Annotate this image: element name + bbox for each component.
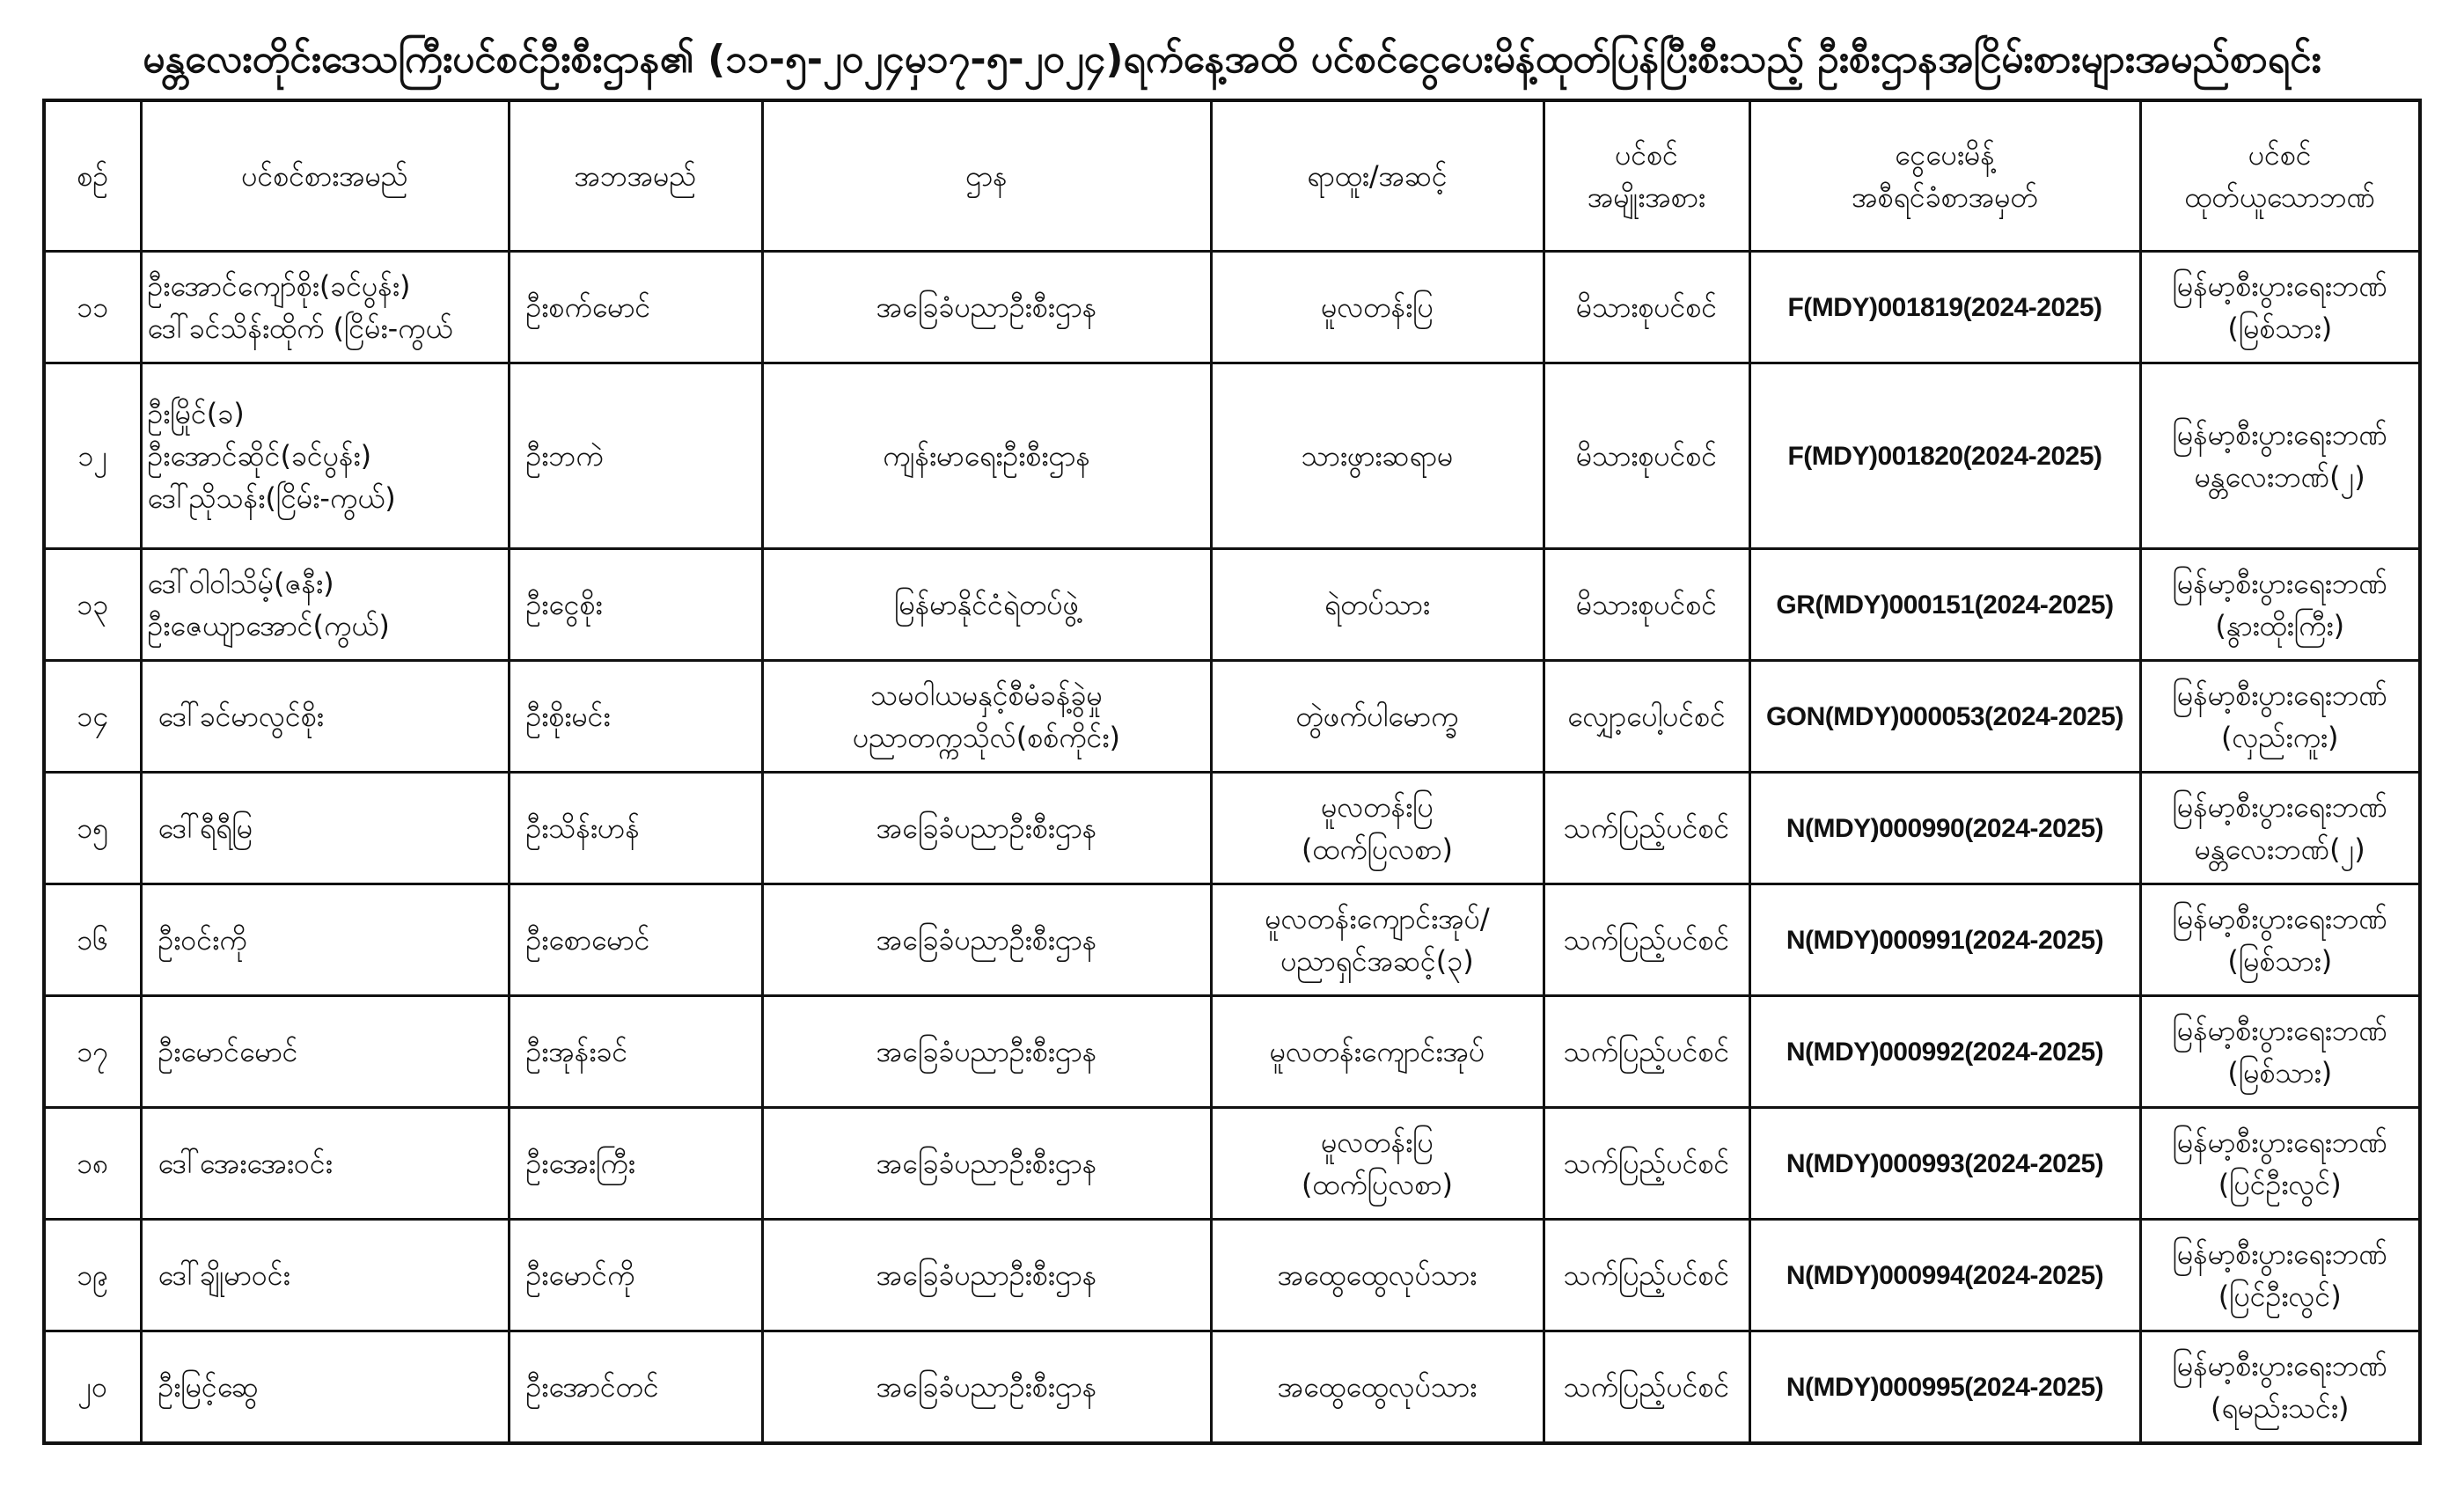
- bank-line: မြန်မာ့စီးပွားရေးဘဏ်: [2172, 1014, 2387, 1047]
- table-row: [44, 1331, 2420, 1444]
- cell-payorder-number: N(MDY)000995(2024-2025): [1749, 1331, 2140, 1444]
- table-row: [44, 996, 2420, 1108]
- cell-bank: [2140, 884, 2420, 996]
- table-row: [44, 1108, 2420, 1220]
- department-line: ပညာတက္ကသိုလ်(စစ်ကိုင်း): [853, 721, 1120, 754]
- bank-line: မြန်မာ့စီးပွားရေးဘဏ်: [2172, 1237, 2387, 1271]
- header-department: ဌာန: [762, 100, 1211, 252]
- cell-pensioner-name: [141, 1108, 509, 1220]
- cell-no: ၁၄: [44, 661, 141, 773]
- header-no: စဉ်: [44, 100, 141, 252]
- cell-rank: [1211, 1331, 1544, 1444]
- header-pension-type-line2: အမျိုးအစား: [1587, 180, 1706, 214]
- cell-no: ၁၅: [44, 773, 141, 884]
- cell-pension-type: မိသားစုပင်စင်: [1544, 549, 1749, 661]
- cell-father-name: ဦးစိုးမင်း: [509, 661, 762, 773]
- rank-line: မူလတန်းပြ: [1321, 290, 1434, 324]
- header-pension-type: [1544, 100, 1749, 252]
- cell-pensioner-name: [141, 996, 509, 1108]
- bank-line: (ပြင်ဦးလွင်): [2218, 1168, 2342, 1201]
- cell-no: ၁၇: [44, 996, 141, 1108]
- pensioner-name-line: ဦးအောင်ကျော်စိုး(ခင်ပွန်း): [147, 269, 411, 303]
- bank-line: (မြစ်သား): [2227, 1056, 2333, 1089]
- cell-pension-type: သက်ပြည့်ပင်စင်: [1544, 1331, 1749, 1444]
- cell-department: ကျန်းမာရေးဦးစီးဌာန: [762, 363, 1211, 549]
- cell-department: [762, 661, 1211, 773]
- cell-bank: [2140, 661, 2420, 773]
- bank-line: (မြစ်သား): [2227, 944, 2333, 978]
- cell-payorder-number: F(MDY)001819(2024-2025): [1749, 252, 2140, 363]
- cell-department: အခြေခံပညာဦးစီးဌာန: [762, 252, 1211, 363]
- cell-bank: [2140, 252, 2420, 363]
- cell-department: အခြေခံပညာဦးစီးဌာန: [762, 1220, 1211, 1331]
- cell-department: မြန်မာနိုင်ငံရဲတပ်ဖွဲ့: [762, 549, 1211, 661]
- cell-pension-type: သက်ပြည့်ပင်စင်: [1544, 996, 1749, 1108]
- cell-no: ၁၉: [44, 1220, 141, 1331]
- cell-pension-type: လျှော့ပေါ့ပင်စင်: [1544, 661, 1749, 773]
- cell-payorder-number: GR(MDY)000151(2024-2025): [1749, 549, 2140, 661]
- cell-rank: [1211, 363, 1544, 549]
- bank-line: မြန်မာ့စီးပွားရေးဘဏ်: [2172, 1126, 2387, 1159]
- header-pensioner-name: ပင်စင်စားအမည်: [141, 100, 509, 252]
- header-bank: [2140, 100, 2420, 252]
- cell-pension-type: သက်ပြည့်ပင်စင်: [1544, 1220, 1749, 1331]
- cell-father-name: ဦးဘကဲ: [509, 363, 762, 549]
- cell-rank: [1211, 996, 1544, 1108]
- bank-line: မြန်မာ့စီးပွားရေးဘဏ်: [2172, 567, 2387, 600]
- cell-no: ၁၂: [44, 363, 141, 549]
- cell-rank: [1211, 661, 1544, 773]
- cell-pensioner-name: [141, 252, 509, 363]
- cell-bank: [2140, 773, 2420, 884]
- cell-pension-type: မိသားစုပင်စင်: [1544, 363, 1749, 549]
- bank-line: မြန်မာ့စီးပွားရေးဘဏ်: [2172, 678, 2387, 712]
- pensioner-name-line: ဒေါ်ညိုသန်း(ငြိမ်း-ကွယ်): [147, 481, 396, 515]
- cell-payorder-number: N(MDY)000990(2024-2025): [1749, 773, 2140, 884]
- document-title: မန္တလေးတိုင်းဒေသကြီးပင်စင်ဦးစီးဌာန၏ (၁၁-၅-၂၀၂၄မှ၁၇-၅-၂၀၂၄)ရက်နေ့အထိ ပင်စင်ငွေပေးမိန့်ထုတ်ပြန်ပြီးစီးသည့် ဦးစီးဌာနအငြိမ်းစားများအမည်စာရင်း: [143, 37, 2321, 82]
- pensioner-name-line: ဒေါ်ရီရီမြ: [158, 811, 253, 845]
- cell-rank: [1211, 252, 1544, 363]
- pensioner-name-line: ဦးမောင်မောင်: [158, 1035, 298, 1068]
- cell-father-name: ဦးမောင်ကို: [509, 1220, 762, 1331]
- table-header-row: [44, 100, 2420, 252]
- cell-department: အခြေခံပညာဦးစီးဌာန: [762, 1331, 1211, 1444]
- cell-bank: [2140, 996, 2420, 1108]
- cell-payorder-number: N(MDY)000994(2024-2025): [1749, 1220, 2140, 1331]
- table-body: [44, 252, 2420, 1444]
- cell-no: ၁၈: [44, 1108, 141, 1220]
- rank-line: သားဖွားဆရာမ: [1301, 439, 1454, 473]
- pensioner-name-line: ဒေါ်ခင်မာလွင်စိုး: [158, 700, 324, 733]
- pensioner-name-line: ဦးမြိုင်(ခ): [147, 397, 245, 430]
- bank-line: မန္တလေးဘဏ်(၂): [2194, 832, 2365, 866]
- pensioner-name-line: ဦးဇေယျာအောင်(ကွယ်): [147, 609, 390, 642]
- pensioner-name-line: ဦးအောင်ဆိုင်(ခင်ပွန်း): [147, 439, 372, 473]
- cell-rank: [1211, 773, 1544, 884]
- rank-line: မူလတန်းကျောင်းအုပ်: [1269, 1035, 1485, 1068]
- pensioner-name-line: ဒေါ်ဝါဝါသိမ့်(ဇနီး): [147, 567, 334, 600]
- table-row: [44, 773, 2420, 884]
- cell-pension-type: သက်ပြည့်ပင်စင်: [1544, 773, 1749, 884]
- rank-line: (ထက်ပြလစာ): [1302, 1168, 1453, 1201]
- table-row: [44, 661, 2420, 773]
- pensioner-name-line: ဒေါ်ချိုမာဝင်း: [158, 1258, 290, 1292]
- cell-bank: [2140, 549, 2420, 661]
- bank-line: မြန်မာ့စီးပွားရေးဘဏ်: [2172, 1349, 2387, 1382]
- cell-pensioner-name: [141, 549, 509, 661]
- department-line: သမဝါယမနှင့်စီမံခန့်ခွဲမှု: [870, 678, 1103, 712]
- cell-father-name: ဦးသိန်းဟန်: [509, 773, 762, 884]
- bank-line: မြန်မာ့စီးပွားရေးဘဏ်: [2172, 269, 2387, 303]
- cell-department: အခြေခံပညာဦးစီးဌာန: [762, 773, 1211, 884]
- pension-table: [42, 99, 2422, 1445]
- cell-father-name: ဦးစက်မောင်: [509, 252, 762, 363]
- header-payorder-line2: အစီရင်ခံစာအမှတ်: [1852, 180, 2038, 214]
- header-bank-line2: ထုတ်ယူသောဘဏ်: [2184, 180, 2375, 214]
- cell-bank: [2140, 1331, 2420, 1444]
- header-father-name: အဘအမည်: [509, 100, 762, 252]
- cell-pension-type: မိသားစုပင်စင်: [1544, 252, 1749, 363]
- cell-no: ၁၃: [44, 549, 141, 661]
- bank-line: (ရမည်းသင်း): [2211, 1391, 2350, 1425]
- pensioner-name-line: ဦးဝင်းကို: [158, 923, 247, 957]
- bank-line: (ပြင်ဦးလွင်): [2218, 1280, 2342, 1313]
- cell-rank: [1211, 549, 1544, 661]
- cell-payorder-number: N(MDY)000992(2024-2025): [1749, 996, 2140, 1108]
- cell-pensioner-name: [141, 884, 509, 996]
- bank-line: မြန်မာ့စီးပွားရေးဘဏ်: [2172, 790, 2387, 824]
- cell-bank: [2140, 1108, 2420, 1220]
- pensioner-name-line: ဒေါ်ခင်သိန်းထိုက် (ငြိမ်း-ကွယ်: [147, 312, 453, 345]
- cell-father-name: ဦးငွေစိုး: [509, 549, 762, 661]
- cell-pension-type: သက်ပြည့်ပင်စင်: [1544, 1108, 1749, 1220]
- cell-pensioner-name: [141, 773, 509, 884]
- cell-payorder-number: GON(MDY)000053(2024-2025): [1749, 661, 2140, 773]
- rank-line: တွဲဖက်ပါမောက္ခ: [1295, 700, 1459, 733]
- header-bank-line1: ပင်စင်: [2248, 138, 2312, 172]
- table-row: [44, 884, 2420, 996]
- rank-line: အထွေထွေလုပ်သား: [1277, 1370, 1478, 1404]
- pensioner-name-line: ဒေါ်အေးအေးဝင်း: [158, 1147, 333, 1180]
- rank-line: အထွေထွေလုပ်သား: [1277, 1258, 1478, 1292]
- bank-line: (မြစ်သား): [2227, 312, 2333, 345]
- table-row: [44, 363, 2420, 549]
- pension-table-container: [42, 99, 2418, 1445]
- cell-pensioner-name: [141, 363, 509, 549]
- cell-department: အခြေခံပညာဦးစီးဌာန: [762, 996, 1211, 1108]
- cell-rank: [1211, 1220, 1544, 1331]
- cell-pensioner-name: [141, 1220, 509, 1331]
- rank-line: ရဲတပ်သား: [1324, 588, 1430, 621]
- bank-line: (နွားထိုးကြီး): [2215, 609, 2345, 642]
- cell-father-name: ဦးအောင်တင်: [509, 1331, 762, 1444]
- cell-department: အခြေခံပညာဦးစီးဌာန: [762, 1108, 1211, 1220]
- table-row: [44, 549, 2420, 661]
- cell-pension-type: သက်ပြည့်ပင်စင်: [1544, 884, 1749, 996]
- cell-pensioner-name: [141, 1331, 509, 1444]
- cell-rank: [1211, 1108, 1544, 1220]
- cell-bank: [2140, 363, 2420, 549]
- cell-pensioner-name: [141, 661, 509, 773]
- cell-father-name: ဦးအေးကြီး: [509, 1108, 762, 1220]
- pensioner-name-line: ဦးမြင့်ဆွေ: [158, 1370, 259, 1404]
- rank-line: မူလတန်းကျောင်းအုပ်/: [1265, 902, 1490, 935]
- bank-line: မြန်မာ့စီးပွားရေးဘဏ်: [2172, 902, 2387, 935]
- bank-line: မန္တလေးဘဏ်(၂): [2194, 460, 2365, 494]
- header-payorder: [1749, 100, 2140, 252]
- header-payorder-line1: ငွေပေးမိန့်: [1895, 138, 1995, 172]
- cell-payorder-number: N(MDY)000991(2024-2025): [1749, 884, 2140, 996]
- cell-bank: [2140, 1220, 2420, 1331]
- cell-no: ၂၀: [44, 1331, 141, 1444]
- header-rank: ရာထူး/အဆင့်: [1211, 100, 1544, 252]
- cell-father-name: ဦးအုန်းခင်: [509, 996, 762, 1108]
- cell-department: အခြေခံပညာဦးစီးဌာန: [762, 884, 1211, 996]
- cell-payorder-number: N(MDY)000993(2024-2025): [1749, 1108, 2140, 1220]
- cell-father-name: ဦးစောမောင်: [509, 884, 762, 996]
- rank-line: (ထက်ပြလစာ): [1302, 832, 1453, 866]
- cell-no: ၁၆: [44, 884, 141, 996]
- table-row: [44, 1220, 2420, 1331]
- bank-line: (လှည်းကူး): [2221, 721, 2339, 754]
- header-pension-type-line1: ပင်စင်: [1615, 138, 1678, 172]
- rank-line: ပညာရှင်အဆင့်(၃): [1280, 944, 1474, 978]
- cell-no: ၁၁: [44, 252, 141, 363]
- table-row: [44, 252, 2420, 363]
- bank-line: မြန်မာ့စီးပွားရေးဘဏ်: [2172, 418, 2387, 451]
- cell-rank: [1211, 884, 1544, 996]
- cell-payorder-number: F(MDY)001820(2024-2025): [1749, 363, 2140, 549]
- rank-line: မူလတန်းပြ: [1321, 790, 1434, 824]
- rank-line: မူလတန်းပြ: [1321, 1126, 1434, 1159]
